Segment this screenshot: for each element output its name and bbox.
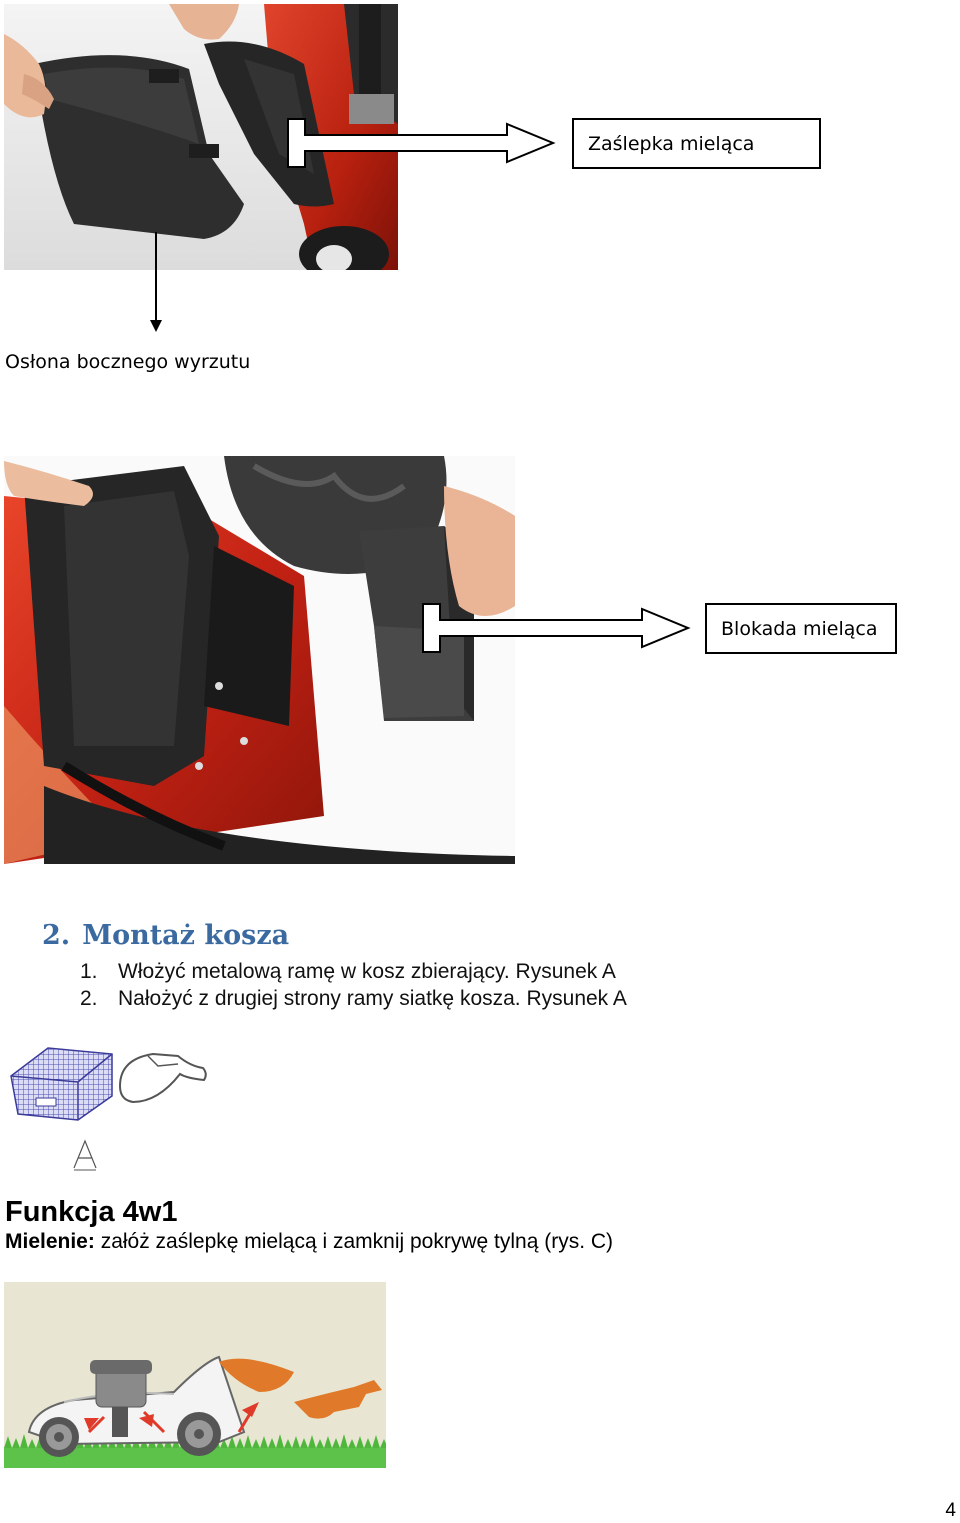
- step-text: Nałożyć z drugiej strony ramy siatkę kosza. Rysunek A: [118, 987, 627, 1010]
- callout-zaslepka-mielaca: [572, 118, 821, 169]
- figure-label-a-glyph: [72, 1138, 98, 1172]
- section-number: 2.: [42, 920, 71, 951]
- function-mode-label: Mielenie:: [5, 1230, 95, 1253]
- photo-mulching-block-drawing: [4, 456, 515, 864]
- arrow-blokada: [420, 601, 695, 655]
- list-item: [80, 987, 627, 1011]
- step-number: 1.: [80, 960, 98, 983]
- page-number: 4: [945, 1500, 956, 1521]
- callout-zaslepka-label: Zaślepka mieląca: [588, 132, 755, 155]
- step-text: Włożyć metalową ramę w kosz zbierający. Rysunek A: [118, 960, 616, 983]
- section-heading: [42, 920, 289, 951]
- arrow-oslona: [148, 232, 164, 334]
- label-oslona-bocznego-wyrzutu: Osłona bocznego wyrzutu: [5, 351, 251, 373]
- section-title: Montaż kosza: [82, 920, 290, 951]
- function-title: Funkcja 4w1: [5, 1196, 178, 1228]
- function-description: [5, 1230, 613, 1254]
- function-mode-text: załóż zaślepkę mielącą i zamknij pokrywę tylną (rys. C): [94, 1230, 614, 1253]
- figure-basket-frame: [8, 1044, 213, 1124]
- callout-blokada-label: Blokada mieląca: [721, 617, 878, 640]
- arrow-zaslepka: [285, 116, 560, 170]
- list-item: [80, 960, 616, 984]
- callout-blokada-mielaca: [705, 603, 897, 654]
- diagram-mulching-mower-drawing: [4, 1282, 386, 1468]
- diagram-mulching-mower: [4, 1282, 386, 1468]
- step-number: 2.: [80, 987, 98, 1010]
- photo-mulching-block: [4, 456, 515, 864]
